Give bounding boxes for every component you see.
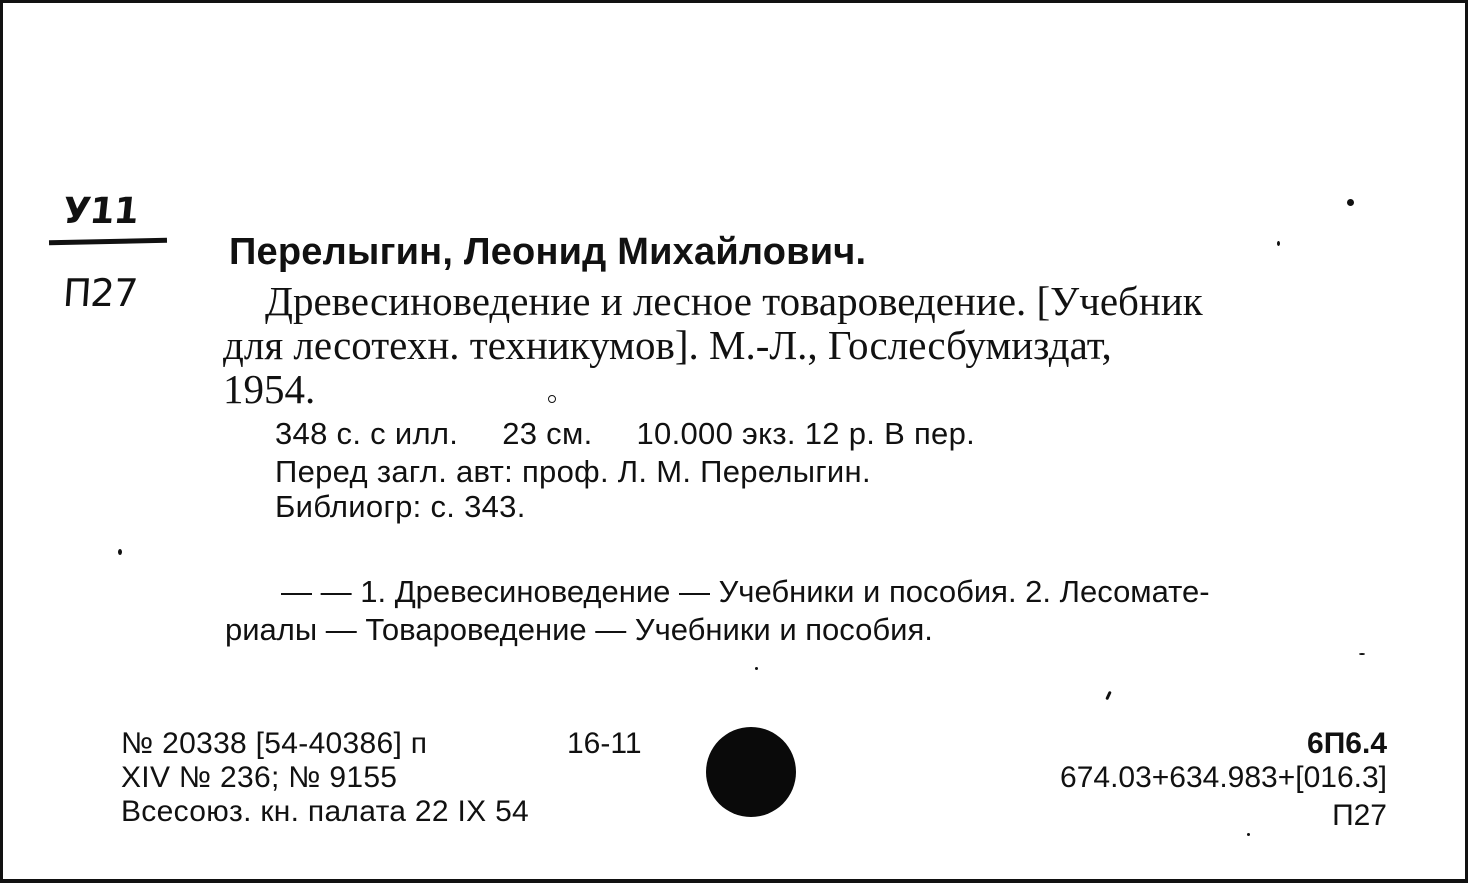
ink-speck xyxy=(1247,833,1250,836)
registry-order-number: 16-11 xyxy=(567,727,642,760)
pages: 348 с. с илл. xyxy=(275,416,459,451)
physical-description xyxy=(275,417,975,451)
ink-speck xyxy=(548,395,556,403)
copies-price: 10.000 экз. 12 р. В пер. xyxy=(636,416,976,451)
note-author: Перед загл. авт: проф. Л. М. Перелыгин. xyxy=(275,454,871,489)
note-bibliography: Библиогр: с. 343. xyxy=(275,489,526,524)
shelf-mark-divider xyxy=(49,238,167,245)
classification-bbk: 6П6.4 xyxy=(1307,727,1387,760)
classification-udc: 674.03+634.983+[016.3] xyxy=(1060,761,1387,794)
registry-line-1: № 20338 [54-40386] п xyxy=(121,727,428,760)
ink-speck xyxy=(1277,241,1280,246)
classification-author-sign: П27 xyxy=(1332,799,1387,832)
registry-line-2: XIV № 236; № 9155 xyxy=(121,761,398,794)
subject-headings xyxy=(225,573,1391,649)
registry-line-3: Всесоюз. кн. палата 22 IX 54 xyxy=(121,795,530,828)
subjects-line-2: риалы — Товароведение — Учебники и пособия. xyxy=(225,612,933,647)
ink-speck xyxy=(118,549,122,555)
ink-speck xyxy=(1105,691,1112,700)
title-line-3: 1954. xyxy=(223,366,316,412)
ink-speck xyxy=(1359,653,1365,655)
title-line-1: Древесиноведение и лесное товароведение. [Учебник xyxy=(265,278,1203,324)
shelf-mark-bottom: П27 xyxy=(61,271,139,315)
title-line-2: для лесотехн. техникумов]. М.-Л., Гослесбумиздат, xyxy=(223,322,1112,368)
author-heading: Перелыгин, Леонид Михайлович. xyxy=(229,231,867,273)
punch-hole xyxy=(706,727,796,817)
size: 23 см. xyxy=(502,416,593,451)
ink-speck xyxy=(755,667,758,670)
title-statement xyxy=(223,279,1395,411)
shelf-mark-top: У11 xyxy=(60,191,141,232)
ink-speck xyxy=(1347,199,1354,206)
subjects-line-1: — — 1. Древесиноведение — Учебники и пособия. 2. Лесомате- xyxy=(281,574,1210,609)
